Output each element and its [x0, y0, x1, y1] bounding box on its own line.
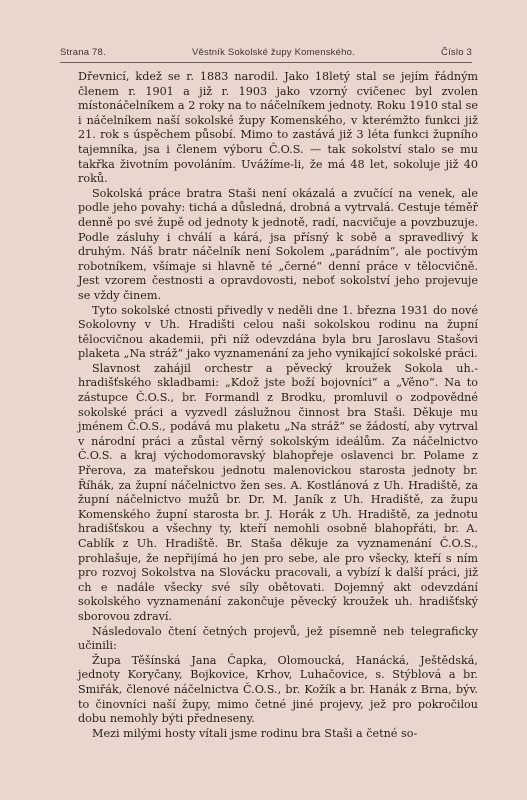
paragraph: Župa Těšínská Jana Čapka, Olomoucká, Hanácká, Ještědská, jednoty Koryčany, Bojkovice, Krhov, Luhačovice, s. Stýblová a br. Smiřák, členové náčelnictva Č.O.S., br. Kožík a br. Hanák z Brna, býv. to činovníci naší župy, mimo četné jiné projevy, jež pro pokročilou dobu nemohly býti předneseny. — [78, 653, 478, 726]
body-text — [78, 70, 478, 741]
issue-number: Číslo 3 — [441, 47, 472, 58]
paragraph: Mezi milými hosty vítali jsme rodinu bra Staši a četné so- — [92, 726, 418, 740]
running-header — [60, 47, 472, 58]
paragraph: Tyto sokolské ctnosti přivedly v neděli dne 1. března 1931 do nové Sokolovny v Uh. Hradišti celou naši sokolskou rodinu na župní tělocvičnou akademii, při níž odevzdána byla bru Jaroslavu Stašovi plaketa „Na stráž“ jako vyznamenání za jeho vynikající sokolské práci. — [78, 303, 478, 361]
page-number: Strana 78. — [60, 47, 106, 58]
header-rule — [60, 62, 472, 63]
paragraph: Následovalo čtení četných projevů, jež písemně neb telegraficky učinili: — [78, 624, 478, 653]
paragraph: Slavnost zahájil orchestr a pěvecký kroužek Sokola uh.-hradišťského skladbami: „Kdož jste boží bojovníci“ a „Věno“. Na to zástupce Č.O.S., br. Formandl z Brodku, promluvil o zodpovědné sokolské práci a vyzvedl záslužnou činnost bra Staši. Děkuje mu jménem Č.O.S., podává mu plaketu „Na stráž“ se žádostí, aby vytrval v národní práci a zůstal věrný sokolským ideálům. Za náčelnictvo Č.O.S. a kraj východomoravský blahopřeje oslavenci br. Polame z Přerova, za mateřskou jednotu malenovickou starosta jednoty br. Říhák, za župní náčelnictvo žen ses. A. Kostlánová z Uh. Hradiště, za župní náčelnictvo mužů br. Dr. M. Janík z Uh. Hradiště, za župu Komenského župní starosta br. J. Horák z Uh. Hradiště, za jednotu hradišťskou a všechny ty, kteří nemohli osobně blahopřáti, br. A. Cablík z Uh. Hradiště. Br. Staša děkuje za vyznamenání Č.O.S., prohlašuje, že nepřijímá ho jen pro sebe, ale pro všecky, kteří s ním pro rozvoj Sokolstva na Slovácku pracovali, a vybízí k další práci, již ch e nadále všecky své síly obětovati. Dojemný akt odevzdání sokolského vyznamenání zakončuje pěvecký kroužek uh. hradišťský sborovou zdraví. — [78, 361, 478, 623]
paragraph: Dřevnicí, kdež se r. 1883 narodil. Jako 18letý stal se jejím řádným členem r. 1901 a již r. 1903 jako vzorný cvičenec byl zvolen místonáčelníkem a 2 roky na to náčelníkem jednoty. Roku 1910 stal se i náčelníkem naší sokolské župy Komenského, v kterémžto funkci již 21. rok s úspěchem působí. Mimo to zastává již 3 léta funkci župního tajemníka, jsa i členem výboru Č.O.S. — tak sokolství stalo se mu takřka životním povoláním. Uvážíme-li, že má 48 let, sokoluje již 40 roků. — [78, 70, 478, 186]
journal-title: Věstník Sokolské župy Komenského. — [191, 47, 355, 58]
paragraph: Sokolská práce bratra Staši není okázalá a zvučící na venek, ale podle jeho povahy: tichá a důsledná, drobná a vytrvalá. Cestuje téměř denně po své župě od jednoty k jednotě, radí, nacvičuje a povzbuzuje. Podle zásluhy i chválí a kárá, jsa přísný k sobě a spravedlivý k druhým. Náš bratr náčelník není Sokolem „parádním“, ale poctivým robotníkem, všímaje si hlavně té „černé“ denní práce v tělocvičně. Jest vzorem čestnosti a opravdovosti, neboť sokolství jeho projevuje se vždy činem. — [78, 186, 478, 302]
